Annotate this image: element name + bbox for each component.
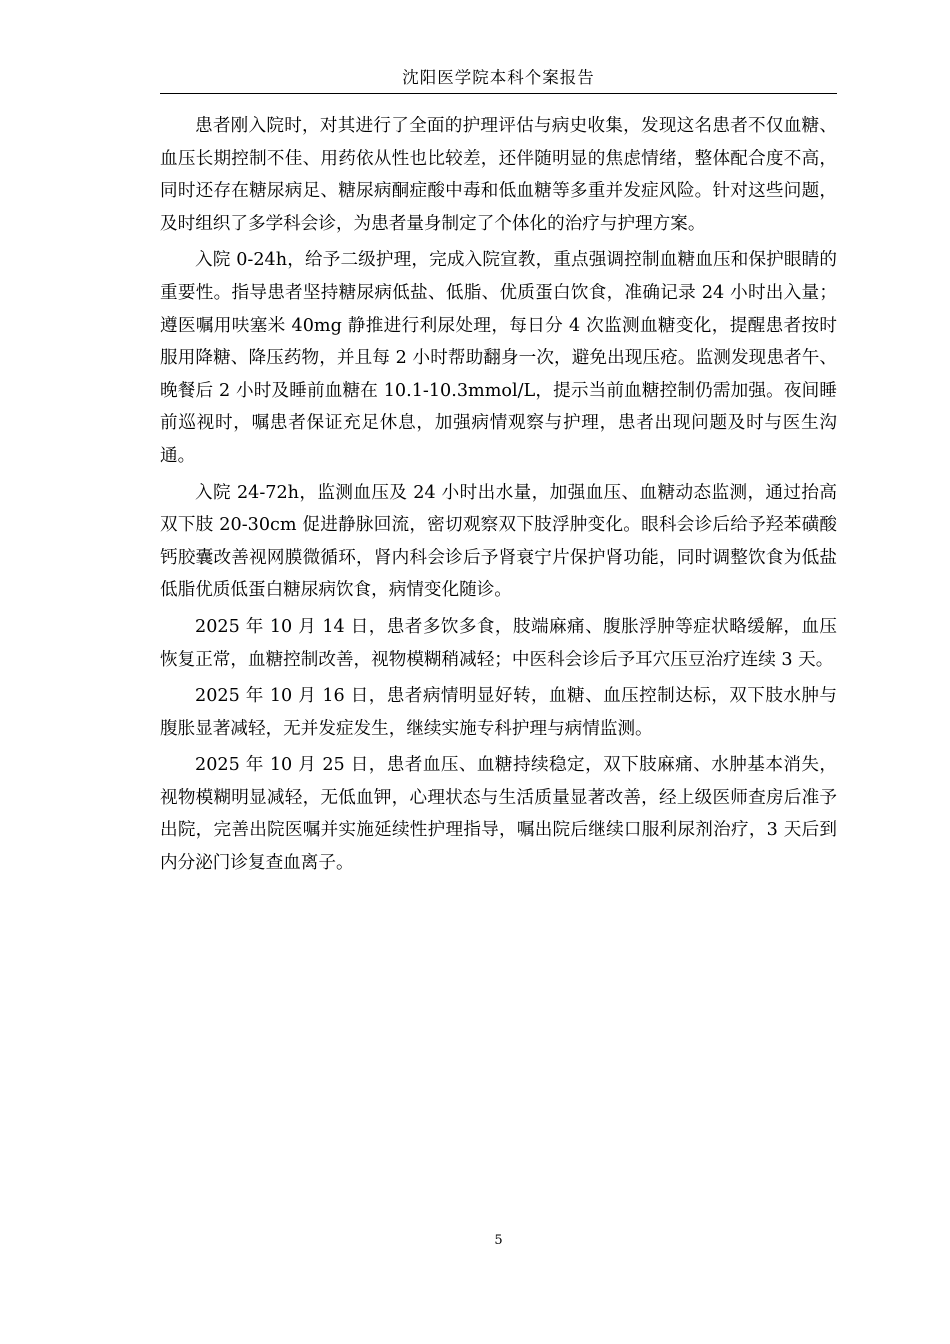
report-body (160, 110, 837, 884)
paragraph-oct-25-discharge: 2025 年 10 月 25 日，患者血压、血糖持续稳定，双下肢麻痛、水肿基本消失，视物模糊明显减轻，无低血钾，心理状态与生活质量显著改善，经上级医师查房后准予出院，完善出院医嘱并实施延续性护理指导，嘱出院后继续口服利尿剂治疗，3 天后到内分泌门诊复查血离子。 (160, 755, 837, 874)
paragraph-day-24-72h: 入院 24-72h，监测血压及 24 小时出水量，加强血压、血糖动态监测，通过抬高双下肢 20-30cm 促进静脉回流，密切观察双下肢浮肿变化。眼科会诊后给予羟苯磺酸钙胶囊改善视网膜微循环，肾内科会诊后予肾衰宁片保护肾功能，同时调整饮食为低盐低脂优质低蛋白糖尿病饮食，病情变化随诊。 (160, 482, 837, 601)
paragraph-admission-assessment: 患者刚入院时，对其进行了全面的护理评估与病史收集，发现这名患者不仅血糖、血压长期控制不佳、用药依从性也比较差，还伴随明显的焦虑情绪，整体配合度不高，同时还存在糖尿病足、糖尿病酮症酸中毒和低血糖等多重并发症风险。针对这些问题，及时组织了多学科会诊，为患者量身制定了个体化的治疗与护理方案。 (160, 116, 837, 234)
paragraph-oct-14: 2025 年 10 月 14 日，患者多饮多食，肢端麻痛、腹胀浮肿等症状略缓解，血压恢复正常，血糖控制改善，视物模糊稍减轻；中医科会诊后予耳穴压豆治疗连续 3 天。 (160, 616, 837, 670)
paragraph-day-0-24h: 入院 0-24h，给予二级护理，完成入院宣教，重点强调控制血糖血压和保护眼睛的重要性。指导患者坚持糖尿病低盐、低脂、优质蛋白饮食，准确记录 24 小时出入量；遵医嘱用呋塞米 40mg 静推进行利尿处理，每日分 4 次监测血糖变化，提醒患者按时服用降糖、降压药物，并且每 2 小时帮助翻身一次，避免出现压疮。监测发现患者午、晚餐后 2 小时及睡前血糖在 10.1-10.3mmol/L，提示当前血糖控制仍需加强。夜间睡前巡视时，嘱患者保证充足休息，加强病情观察与护理，患者出现问题及时与医生沟通。 (160, 250, 837, 466)
page-number: 5 (494, 1233, 503, 1248)
running-header-title: 沈阳医学院本科个案报告 (402, 68, 595, 87)
paragraph-oct-16: 2025 年 10 月 16 日，患者病情明显好转，血糖、血压控制达标，双下肢水肿与腹胀显著减轻，无并发症发生，继续实施专科护理与病情监测。 (160, 686, 837, 739)
header-divider (160, 93, 837, 94)
